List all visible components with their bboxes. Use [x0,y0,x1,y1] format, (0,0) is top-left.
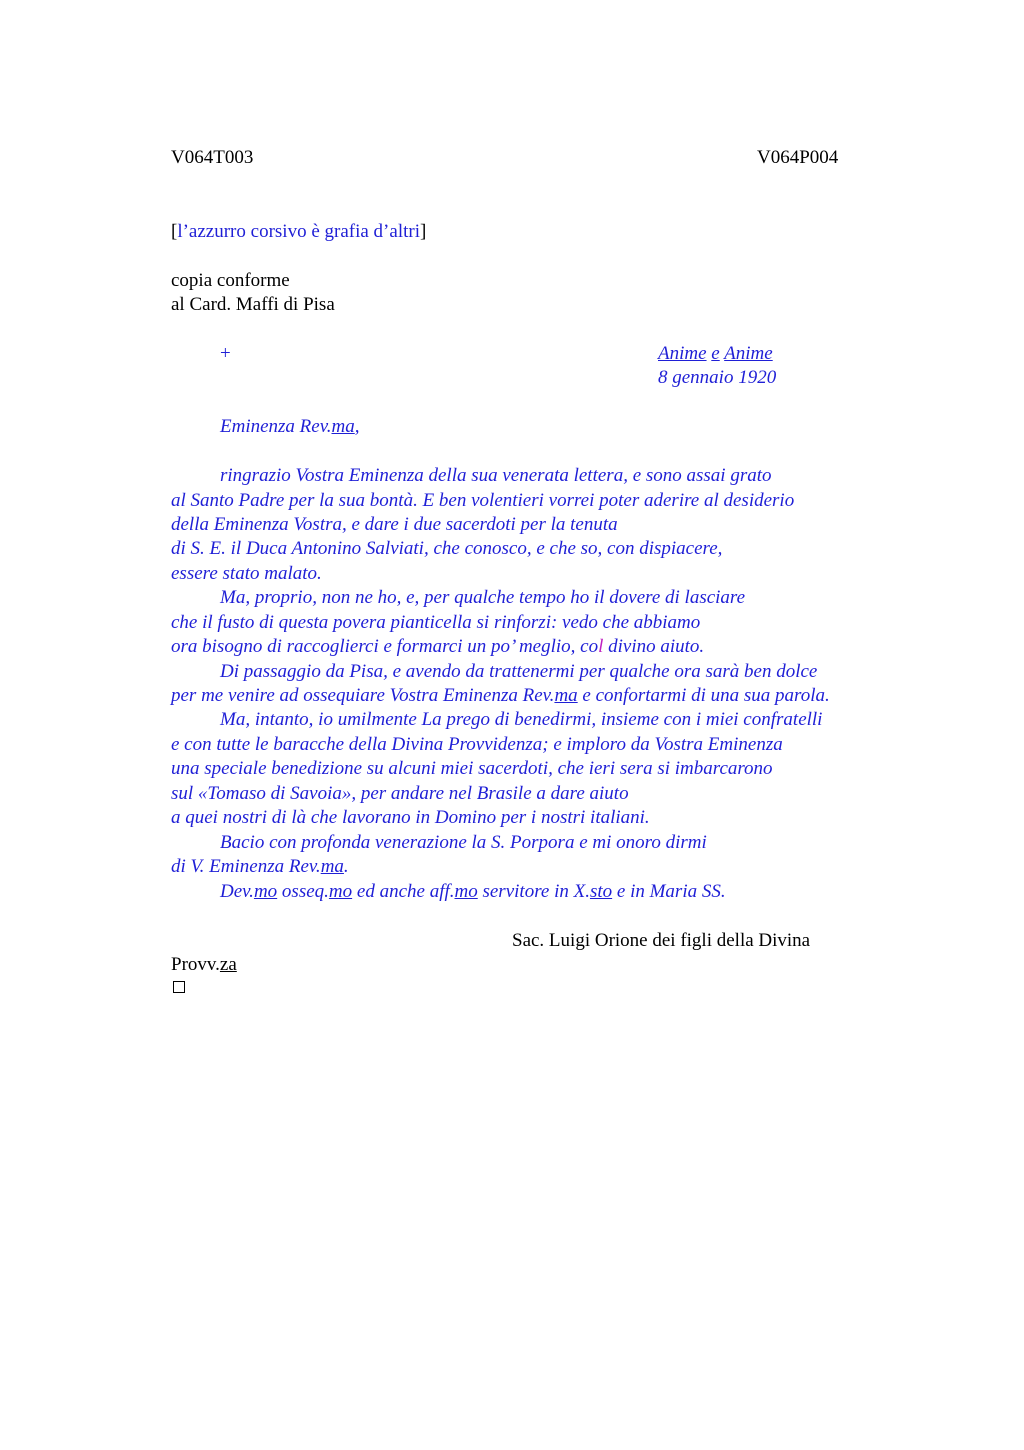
closing-part-e: ed anche aff. [352,881,455,902]
closing-suffix-4: sto [589,881,613,902]
body-line-8 [171,635,704,659]
body-line-10-part-a: per me venire ad ossequiare Vostra Eminenza Rev. [171,685,555,706]
correction-letter: l [598,636,604,657]
body-line-1: ringrazio Vostra Eminenza della sua venerata lettera, e sono assai grato [220,465,772,486]
signature-line-2 [171,953,237,977]
closing-part-a: Dev. [220,881,254,902]
motto-word-1: Anime [658,343,707,364]
body-line-10 [171,684,830,708]
copy-info-line1: copia conforme [171,270,290,291]
body-line-9: Di passaggio da Pisa, e avendo da trattenermi per qualche ora sarà ben dolce [220,661,818,682]
body-line-8-part-a: ora bisogno di raccoglierci e formarci un po’ meglio, co [171,636,599,657]
motto [658,342,773,366]
body-line-10-suffix: ma [554,685,578,706]
body-line-17-part-a: di V. Eminenza Rev. [171,856,321,877]
document-code-left: V064T003 [171,147,254,168]
signature-line-2-part-a: Provv. [171,954,220,975]
closing-suffix-2: mo [328,881,353,902]
body-line-15: a quei nostri di là che lavorano in Domino per i nostri italiani. [171,807,650,828]
signature-line-2-suffix: za [219,954,237,975]
body-line-5: essere stato malato. [171,563,322,584]
motto-conjunction: e [711,343,720,364]
body-line-12: e con tutte le baracche della Divina Provvidenza; e imploro da Vostra Eminenza [171,734,783,755]
signature-line-1: Sac. Luigi Orione dei figli della Divina [512,930,811,951]
body-line-10-part-c: e confortarmi di una sua parola. [577,685,830,706]
motto-word-2: Anime [724,343,773,364]
salutation-comma: , [354,416,360,437]
body-line-17-suffix: ma [320,856,344,877]
body-line-2: al Santo Padre per la sua bontà. E ben volentieri vorrei poter aderire al desiderio [171,490,795,511]
salutation [220,415,359,439]
closing-part-c: osseq. [277,881,329,902]
body-line-14: sul «Tomaso di Savoia», per andare nel Brasile a dare aiuto [171,783,629,804]
body-line-6: Ma, proprio, non ne ho, e, per qualche tempo ho il dovere di lasciare [220,587,746,608]
salutation-text: Eminenza Rev. [220,416,332,437]
salutation-suffix: ma [331,416,355,437]
closing-formula [220,880,726,904]
body-line-17-part-c: . [343,856,349,877]
closing-suffix-1: mo [253,881,278,902]
closing-suffix-3: mo [454,881,478,902]
closing-part-i: e in Maria SS. [612,881,726,902]
body-line-11: Ma, intanto, io umilmente La prego di benedirmi, insieme con i miei confratelli [220,709,823,730]
body-line-16: Bacio con profonda venerazione la S. Porpora e mi onoro dirmi [220,832,707,853]
cross-symbol: + [220,343,231,364]
document-code-right: V064P004 [757,147,839,168]
body-line-8-part-c: divino aiuto. [603,636,705,657]
note-bracket-close: ] [419,221,427,242]
body-line-17 [171,855,349,879]
editorial-note [171,220,426,244]
copy-info-line2: al Card. Maffi di Pisa [171,294,335,315]
empty-box-symbol [173,981,185,993]
body-line-13: una speciale benedizione su alcuni miei sacerdoti, che ieri sera si imbarcarono [171,758,773,779]
closing-part-g: servitore in X. [477,881,590,902]
letter-date: 8 gennaio 1920 [658,367,777,388]
body-line-4: di S. E. il Duca Antonino Salviati, che conosco, e che so, con dispiacere, [171,538,723,559]
body-line-7: che il fusto di questa povera pianticella si rinforzi: vedo che abbiamo [171,612,701,633]
body-line-3: della Eminenza Vostra, e dare i due sacerdoti per la tenuta [171,514,618,535]
note-bracket-open: [ [171,221,178,242]
note-text: l’azzurro corsivo è grafia d’altri [177,221,420,242]
